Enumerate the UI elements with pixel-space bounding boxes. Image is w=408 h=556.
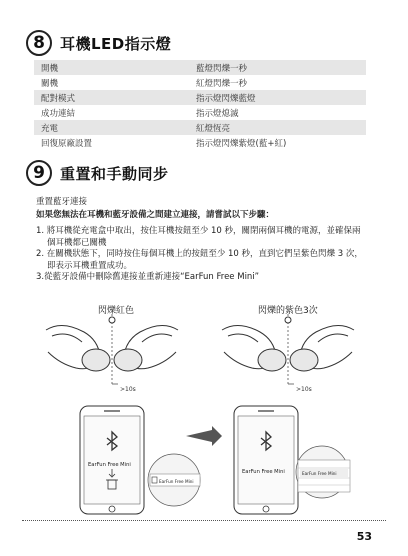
reset-heading: 重置藍牙連接: [36, 197, 88, 207]
table-cell: 回復原廠設置: [41, 138, 93, 149]
table-cell: 關機: [41, 78, 59, 89]
section-number-9: 9: [26, 160, 52, 186]
blink-purple-label: 閃爍的紫色3次: [258, 306, 318, 316]
steps-list: [36, 226, 366, 284]
phone-illustration-left: [78, 404, 218, 516]
device-name-right: EarFun Free Mini: [242, 469, 285, 475]
hold-time-left: >10s: [120, 386, 136, 393]
table-cell: 紅燈閃爍一秒: [196, 78, 248, 89]
hands-earbuds-illustration-right: [218, 312, 358, 394]
table-cell: 紅燈恆亮: [189, 120, 366, 135]
popup-device-name: EarFun Free Mini: [159, 479, 194, 484]
table-cell: 配對模式: [34, 90, 189, 105]
step-3: 3.從藍牙設備中刪除舊連接並重新連接“EarFun Free Mini”: [36, 272, 260, 282]
section-8-title: 耳機LED指示燈: [60, 34, 172, 53]
table-row: [34, 120, 366, 135]
device-name-left: EarFun Free Mini: [88, 462, 131, 468]
reset-intro: 如果您無法在耳機和藍牙設備之間建立連接，請嘗試以下步驟：: [36, 210, 275, 220]
section-number-8: 8: [26, 30, 52, 56]
hands-earbuds-illustration-left: [42, 312, 182, 394]
step-1: 1. 將耳機從充電盒中取出，按住耳機按鈕至少 10 秒，關閉兩個耳機的電源，並確保兩個耳機都已關機: [36, 226, 361, 248]
section-8-header: [26, 30, 171, 56]
footer-divider: [22, 520, 386, 521]
led-indicator-table: [34, 60, 366, 150]
section-9-header: [26, 160, 169, 186]
table-row: [34, 105, 366, 120]
step-2: 2. 在關機狀態下，同時按住每個耳機上的按鈕至少 10 秒，直到它們呈紫色閃爍 3 次，即表示耳機重置成功。: [36, 249, 363, 271]
table-cell: 藍燈閃爍一秒: [189, 60, 366, 75]
table-row: [34, 135, 366, 150]
table-cell: 成功連結: [41, 108, 76, 119]
table-row: [34, 75, 366, 90]
blink-red-label: 閃爍紅色: [98, 306, 135, 316]
table-cell: 充電: [34, 120, 189, 135]
phone-illustration-right: [232, 404, 372, 516]
section-9-title: 重置和手動同步: [60, 164, 169, 183]
popup-right-device: EarFun Free Mini: [302, 471, 337, 476]
table-row: [34, 90, 366, 105]
table-cell: 指示燈閃爍藍燈: [189, 90, 366, 105]
page-number: 53: [356, 530, 372, 543]
hold-time-right: >10s: [296, 386, 312, 393]
table-cell: 開機: [34, 60, 189, 75]
table-cell: 指示燈熄滅: [196, 108, 239, 119]
table-row: [34, 60, 366, 75]
table-cell: 指示燈閃爍紫燈(藍+紅): [196, 138, 287, 149]
arrow-right-icon: [184, 426, 224, 446]
